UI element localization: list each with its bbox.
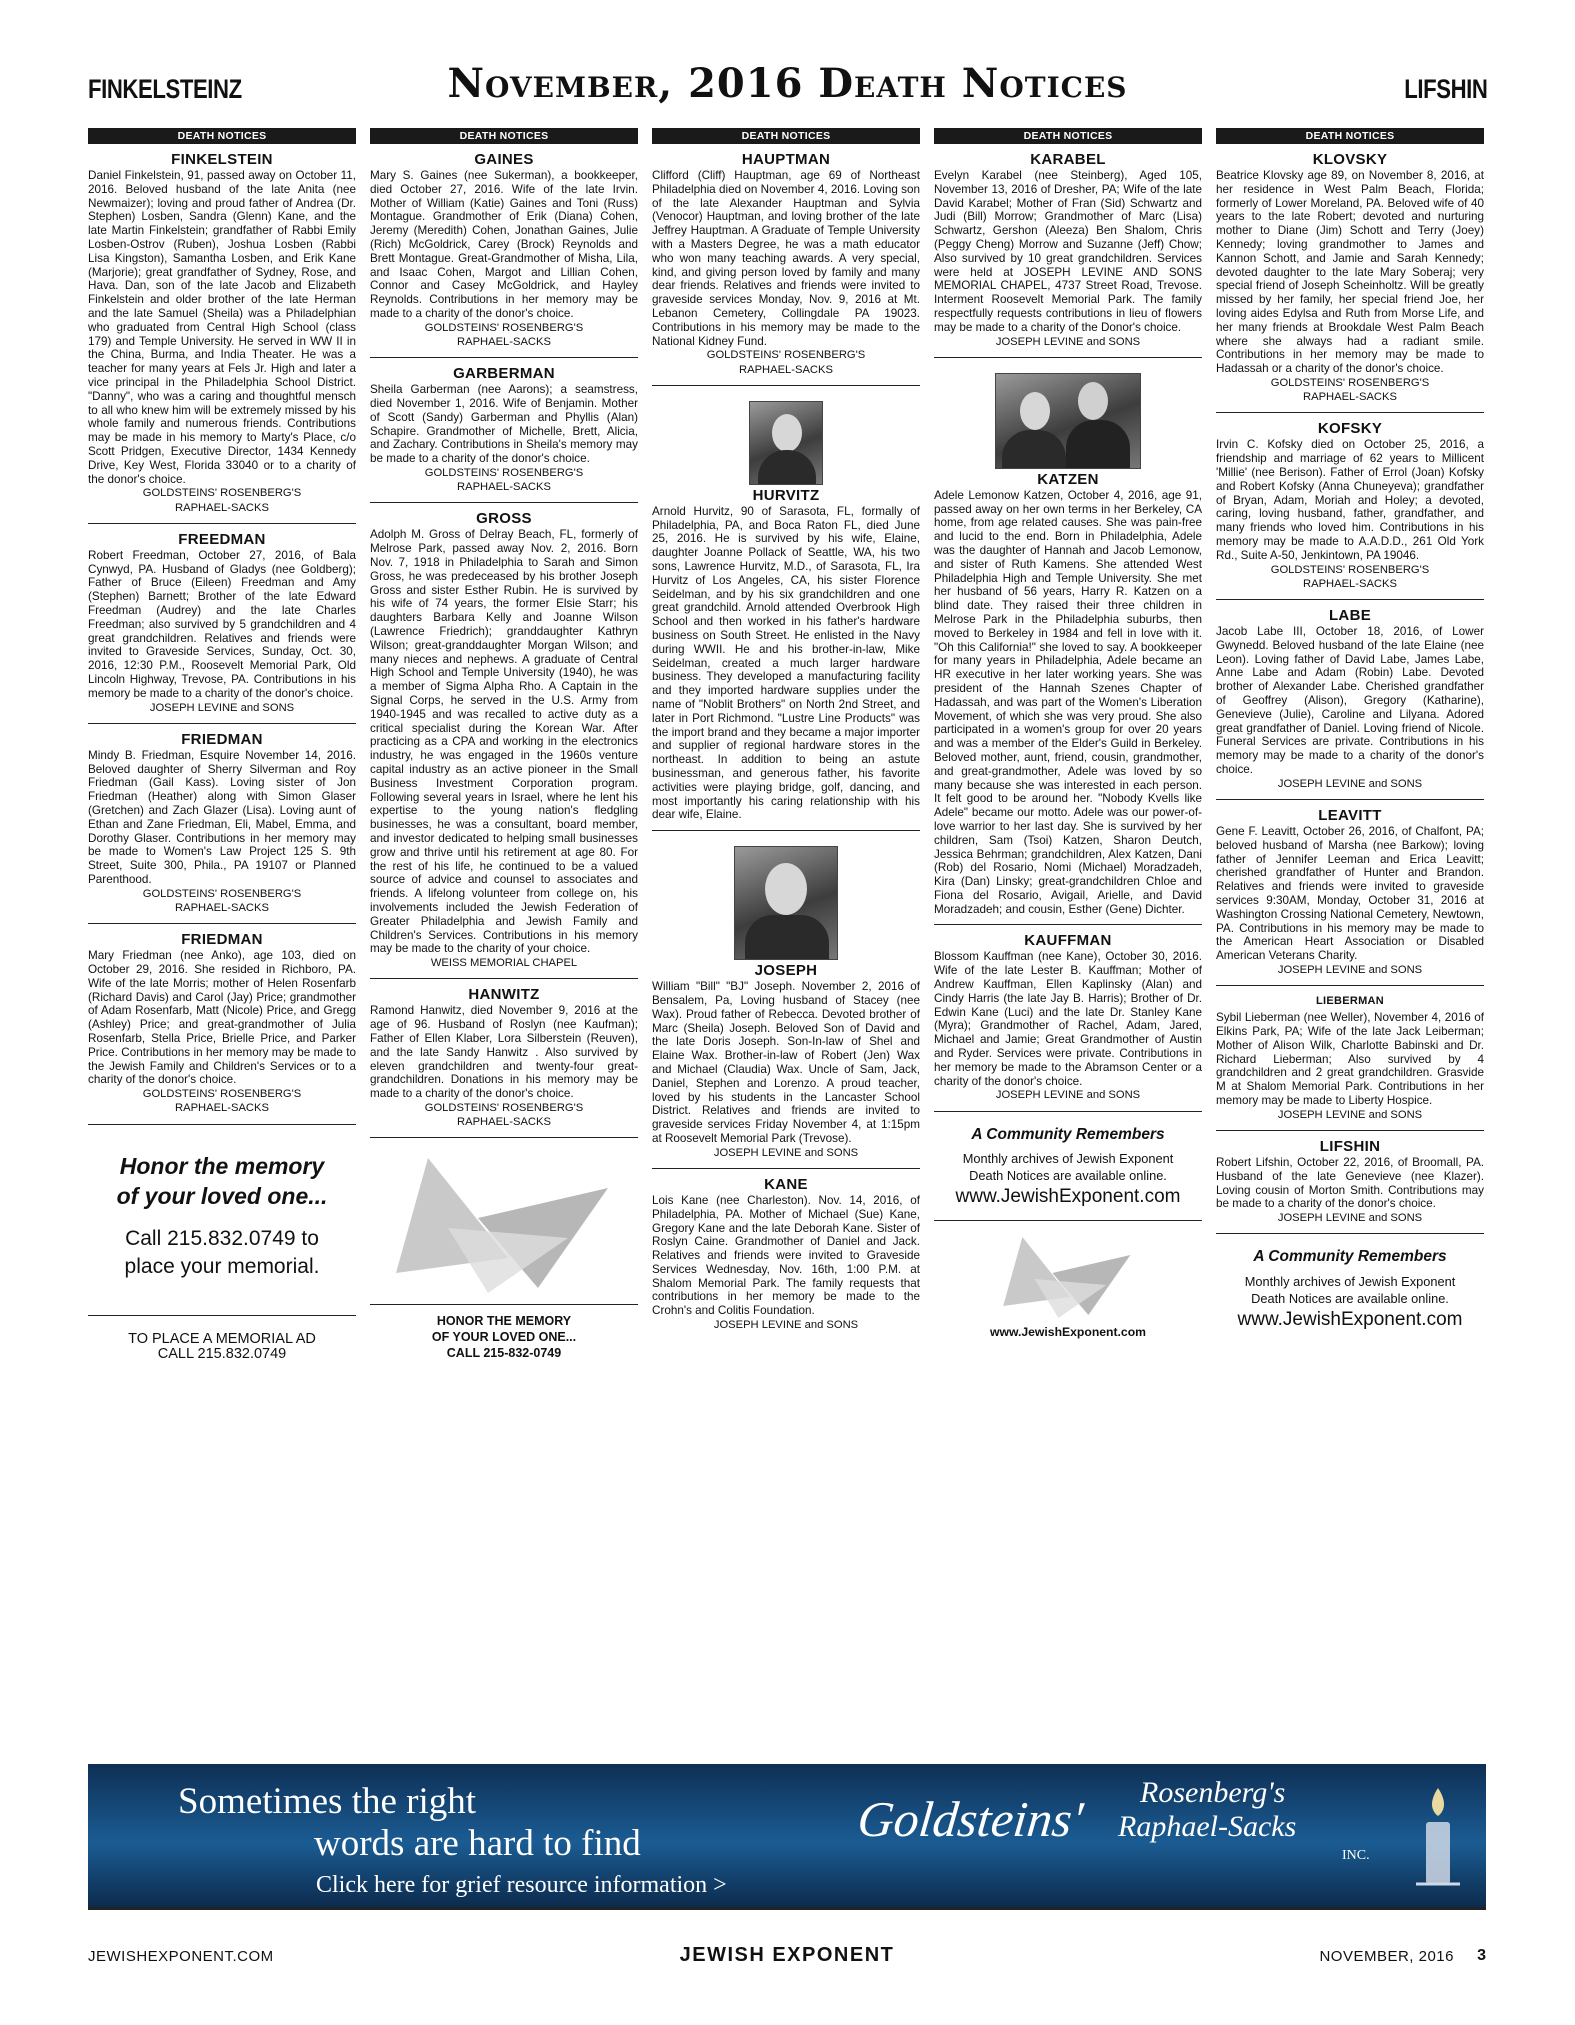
grief-resource-link[interactable]: Click here for grief resource information > xyxy=(316,1872,727,1898)
funeral-home-signature: RAPHAEL-SACKS xyxy=(175,1102,269,1115)
community-remembers-ad[interactable] xyxy=(1216,1233,1484,1331)
death-notice xyxy=(1216,799,1484,985)
portrait-photo xyxy=(734,846,838,960)
notice-text: Daniel Finkelstein, 91, passed away on October 11, 2016. Beloved husband of the late Anita (nee Newmaizer); loving and proud father of Andrea (Dr. Stephen) Losben, Sandra (Glenn) Kane, and the late Martin Finkelstein; grandfather of Rabbi Emily Losben-Ostrov (Ruben), Joshua Losben (Rabbi Lisa Kingston), Samantha Losben, and Erik Kane (Marjorie); great grandfather of Sydney, Rose, and Hava. Dan, son of the late Jacob and Elizabeth Finkelstein and older brother of the late Herman and the late Samuel (Sheila) was a Philadelphian who graduated from Central High School (class 179) and Temple University. He served in WW II in the China, Burma, and India Theater. He was a teacher for many years at Fels Jr. High and later a vice principal in the Philadelphia School District. "Danny", who was a caring and thoughtful mensch to all who knew him will be extremely missed by his whole family and numerous friends. Contributions may be made in his memory to Marty's Place, c/o Scott Pridgen, Executive Director, 1434 Kennedy Drive, Key West, Florida 33040 or to a charity of the donor's choice. xyxy=(88,169,356,486)
funeral-home-signature: GOLDSTEINS' ROSENBERG'S xyxy=(424,1101,584,1114)
place-ad-line-1: TO PLACE A MEMORIAL AD xyxy=(88,1315,356,1347)
funeral-home-signature: GOLDSTEINS' ROSENBERG'S xyxy=(1270,563,1430,576)
funeral-home-signature: RAPHAEL-SACKS xyxy=(1303,391,1397,404)
notice-text: William "Bill" "BJ" Joseph. November 2, 2016 of Bensalem, Pa, Loving husband of Stacey (nee Wax). Proud father of Rebecca. Devoted brother of Marc (Sheila) Joseph. Beloved Son of David and the late Doris Joseph. Son-In-law of Shel and Elaine Wax. Brother-in-law of Robert (Jen) Wax and Michael (Claudia) Wax. Uncle of Sam, Jack, Daniel, Stephen and Lorenzo. A proud teacher, loved by his students in the Lancaster School District. Relatives and friends are invited to graveside services Friday November 4, at 1:15pm at Roosevelt Memorial Park (Trevose). xyxy=(652,980,920,1145)
notice-text: Ramond Hanwitz, died November 9, 2016 at the age of 96. Husband of Roslyn (nee Kaufman); Father of Ellen Klaber, Lora Silberstein (Reuven), and the late Sandy Hanwitz . Also survived by eleven grandchildren and twenty-four great-grandchildren. Donations in his memory may be made to a charity of the donor's choice. xyxy=(370,1004,638,1101)
header-left-name: FINKELSTEINZ xyxy=(88,74,242,104)
deceased-name: FREEDMAN xyxy=(178,530,266,548)
notice-text: Beatrice Klovsky age 89, on November 8, 2016, at her residence in West Palm Beach, Florida; formerly of Lower Moreland, PA. Beloved wife of 40 years to the late Robert; devoted and nurturing mother to Diane (Jim) Schott and Terry (Joey) Kennedy; loving grandmother to James and Kannon Schott, and Jamie and Sarah Kennedy; devoted daughter to the late Mary Soberaj; very special friend of Joseph Scheinholtz. Will be greatly missed by her family, her special friend Joe, her loving aides Edylsa and Ruth from Morse Life, and her many friends at Brookdale West Palm Beach where she always had a radiant smile. Contributions in her memory may be made to Hadassah or a charity of the donor's choice. xyxy=(1216,169,1484,376)
death-notice xyxy=(1216,1130,1484,1233)
funeral-home-signature: JOSEPH LEVINE and SONS xyxy=(713,1146,859,1159)
column-tab: DEATH NOTICES xyxy=(1216,128,1484,144)
honor-memory-line-2: of your loved one... xyxy=(116,1182,328,1209)
death-notice xyxy=(370,502,638,978)
funeral-home-signature: RAPHAEL-SACKS xyxy=(1303,577,1397,590)
notice-text: Mindy B. Friedman, Esquire November 14, 2016. Beloved daughter of Sherry Silverman and Roy Friedman (Gail Kass). Loving sister of Jon Friedman (Heather) along with Simon Glaser (Gretchen) and Zach Glazer (Lisa). Loving aunt of Ethan and Zane Friedman, Eli, Mabel, Emma, and Dorothy Glaser. Contributions in her memory may be made to Women's Law Project 125 S. 9th Street, Suite 300, Phila., PA 19107 or Planned Parenthood. xyxy=(88,748,356,886)
deceased-name: FRIEDMAN xyxy=(181,730,263,748)
notice-text: Jacob Labe III, October 18, 2016, of Lower Gwynedd. Beloved husband of the late Elaine (nee Leon). Loving father of David Labe, James Labe, Anne Labe and Adam (Robin) Labe. Devoted brother of Alexander Labe. Cherished grandfather of Geoffrey (Alison), Gregory (Katharine), Genevieve (Julie), Caroline and Lilyana. Adored great grandfather of Daniel. Loving friend of Nicole. Funeral Services are private. Contributions in his memory may be made to a charity of the donor's choice. xyxy=(1216,625,1484,776)
honor-caps-line-1: HONOR THE MEMORY xyxy=(370,1304,638,1329)
star-ad-small[interactable] xyxy=(934,1220,1202,1339)
death-notice xyxy=(370,144,638,357)
funeral-home-signature: JOSEPH LEVINE and SONS xyxy=(995,335,1141,348)
place-ad-line-2: CALL 215.832.0749 xyxy=(157,1345,287,1362)
deceased-name: LABE xyxy=(1328,607,1372,624)
deceased-name: KLOVSKY xyxy=(1312,151,1388,168)
deceased-name: GROSS xyxy=(476,510,532,528)
funeral-home-logo: Goldsteins' xyxy=(855,1791,1086,1847)
funeral-home-signature: WEISS MEMORIAL CHAPEL xyxy=(430,957,578,970)
footer-date: NOVEMBER, 2016 xyxy=(1319,1948,1454,1965)
funeral-home-signature: RAPHAEL-SACKS xyxy=(457,481,551,494)
column-tab: DEATH NOTICES xyxy=(934,128,1202,144)
notice-text: Lois Kane (nee Charleston). Nov. 14, 2016, of Philadelphia, PA. Mother of Michael (Sue) Kane, Gregory Kane and the late Deborah Kane. Sister of Roslyn Caine. Grandmother of Daniel and Jack. Relatives and friends were invited to Graveside Services Wednesday, Nov. 16th, 1:00 P.M. at Shalom Memorial Park. The family requests that contributions in her memory be made to the Crohn's and Colitis Foundation. xyxy=(652,1193,920,1318)
deceased-name: JOSEPH xyxy=(754,962,818,980)
deceased-name: FINKELSTEIN xyxy=(171,151,273,168)
community-title: A Community Remembers xyxy=(971,1125,1165,1143)
community-sub-2: Death Notices are available online. xyxy=(1251,1290,1449,1306)
funeral-home-logo-line-2: Raphael-Sacks xyxy=(1118,1810,1297,1843)
community-sub-1: Monthly archives of Jewish Exponent xyxy=(1244,1273,1456,1289)
deceased-name: GARBERMAN xyxy=(453,365,555,383)
funeral-home-logo-line-1: Rosenberg's xyxy=(1140,1776,1286,1809)
funeral-home-signature: RAPHAEL-SACKS xyxy=(175,901,269,914)
death-notice xyxy=(370,978,638,1137)
notice-text: Mary S. Gaines (nee Sukerman), a bookkeeper, died October 27, 2016. Wife of the late Irvin. Mother of William (Katie) Gaines and Toni (Russ) Montague. Grandmother of Erik (Diana) Cohen, Jeremy (Meredith) Cohen, Jonathan Gaines, Julie (Rich) McGoldrick, Carey (Brock) Reynolds and Brett Montague. Great-Grandmother of Misha, Lila, and Isaac Cohen, Margot and Lillian Cohen, Connor and Casey McGoldrick, and Hayley Reynolds. Contributions in her memory may be made to a charity of the donor's choice. xyxy=(370,169,638,320)
header-right-name: LIFSHIN xyxy=(1403,74,1487,104)
notice-text: Robert Lifshin, October 22, 2016, of Broomall, PA. Husband of the late Genevieve (nee Klazer). Loving cousin of Morton Smith. Contributions may be made to a charity of the donor's choice. xyxy=(1216,1155,1484,1211)
column-2 xyxy=(370,128,638,1361)
star-of-david-graphic xyxy=(388,1148,620,1298)
notice-text: Sheila Garberman (nee Aarons); a seamstress, died November 1, 2016. Wife of Benjamin. Mother of Scott (Sandy) Garberman and Phyllis (Alan) Schapire. Grandmother of Michelle, Brett, Alicia, and Zachary. Contributions in Sheila's memory may be made to a charity of the donor's choice. xyxy=(370,383,638,466)
deceased-name: KARABEL xyxy=(1030,151,1106,168)
death-notice xyxy=(88,523,356,723)
community-url[interactable]: www.JewishExponent.com xyxy=(1237,1308,1463,1330)
deceased-name: FRIEDMAN xyxy=(181,931,263,949)
death-notice xyxy=(934,924,1202,1110)
notice-text: Gene F. Leavitt, October 26, 2016, of Chalfont, PA; beloved husband of Marsha (nee Barkow); loving father of Jennifer Leeman and Erica Leavitt; cherished grandfather of Hunter and Brandon. Relatives and friends were invited to graveside services 9:30AM, Monday, October 31, 2016 at Washington Crossing National Cemetery, Newtown, PA. Contributions in his memory may be made to the American Heart Association or Disabled American Veterans Charity. xyxy=(1216,824,1484,963)
column-3 xyxy=(652,128,920,1340)
memorial-candle-icon xyxy=(1408,1782,1468,1892)
death-notice xyxy=(1216,599,1484,799)
funeral-home-signature: RAPHAEL-SACKS xyxy=(457,335,551,348)
death-notice xyxy=(652,144,920,385)
notice-text: Evelyn Karabel (nee Steinberg), Aged 105, November 13, 2016 of Dresher, PA; Wife of the late David Karabel; Mother of Fran (Sid) Schwartz and Judi (Bill) Morrow; Grandmother of Marc (Lisa) Schwartz, Gershon (Aleeza) Ben Shalom, Chris (Peggy Cheng) Morrow and Suzanne (Jeff) Chow; Also survived by 10 great grandchildren. Services were held at JOSEPH LEVINE AND SONS MEMORIAL CHAPEL, 4737 Street Road, Trevose. Interment Roosevelt Memorial Park. The family respectfully requests contributions in lieu of flowers may be made to a charity of the Donor's choice. xyxy=(934,169,1202,334)
funeral-home-signature: JOSEPH LEVINE and SONS xyxy=(149,701,295,714)
deceased-name: KAUFFMAN xyxy=(1024,932,1112,950)
notice-text: Arnold Hurvitz, 90 of Sarasota, FL, formally of Philadelphia, PA, and Boca Raton FL, died June 25, 2016. He is survived by his wife, Elaine, daughter Joanne Pollack of Seattle, WA, his two sons, Lawrence Hurvitz, M.D., of Sarasota, FL, Ira Hurvitz of Los Angeles, CA, his sister Florence Seidelman, and by his six grandchildren and one great grandchild. Arnold attended Overbrook High School and then worked in his father's hardware business on South Street. He enlisted in the Navy during WWII. He and his brother-in-law, Mike Seidelman, created a much larger hardware business. They developed a manufacturing facility and they imported hardware supplies under the name of "Noblit Brothers" on North 2nd Street, and later in Port Richmond. "Lustre Line Products" was the import brand and they became a major importer and supplier of regional hardware stores in the northeast. In addition to being an astute businessman, and generous father, his favorite activities were playing bridge, golf, dancing, and most importantly his caring relationship with his dear wife, Elaine. xyxy=(652,504,920,822)
deceased-name: KANE xyxy=(764,1175,808,1193)
page-title: November, 2016 Death Notices xyxy=(447,60,1128,107)
deceased-name: HAUPTMAN xyxy=(741,151,831,168)
banner-line-1: Sometimes the right xyxy=(178,1781,477,1822)
honor-caps-line-3: CALL 215-832-0749 xyxy=(446,1346,562,1361)
notice-text: Mary Friedman (nee Anko), age 103, died on October 29, 2016. She resided in Richboro, PA. Wife of the late Morris; mother of Helen Rosenfarb (Richard Davis) and Carol (Jay) Price; grandmother of Adam Rosenfarb, Matt (Nicole) Price, and Gregg (Ashley) Price; and great-grandmother of Julia Rosenfarb, Stella Price, Brielle Price, and Parker Price. Contributions in her memory may be made to the Jewish Family and Children's Services or to a charity of the donor's choice. xyxy=(88,949,356,1087)
notice-text: Robert Freedman, October 27, 2016, of Bala Cynwyd, PA. Husband of Gladys (nee Goldberg); Father of Bruce (Eileen) Freedman and Amy (Stephen) Barnett; Brother of the late Edward Freedman (Audrey) and the late Charles Freedman; also survived by 5 grandchildren and 4 great grandchildren. Relatives and friends were invited to Graveside Services, Sunday, Oct. 30, 2016, 12:30 P.M., Roosevelt Memorial Park, Old Lincoln Highway, Trevose, PA. Contributions in his memory be made to a charity of the donor's choice. xyxy=(88,548,356,700)
death-notice xyxy=(88,144,356,523)
funeral-home-signature: GOLDSTEINS' ROSENBERG'S xyxy=(142,887,302,900)
portrait-photo xyxy=(749,401,823,485)
column-tab: DEATH NOTICES xyxy=(370,128,638,144)
death-notice xyxy=(1216,985,1484,1130)
funeral-home-signature: RAPHAEL-SACKS xyxy=(175,501,269,514)
column-tab: DEATH NOTICES xyxy=(652,128,920,144)
notice-text: Blossom Kauffman (nee Kane), October 30, 2016. Wife of the late Lester B. Kauffman; Mother of Andrew Kauffman, Ellen Kaplinsky (Alan) and Cindy Harris (the late Jay B. Harris); Brother of Dr. Edwin Kane (Luci) and the late Dr. Stanley Kane (Myra); Grandmother of Rachel, Adam, Jared, Michael and Jamie; Great Grandmother of Austin and Ryder. Services were private. Contributions in her memory be made to the Abramson Center or a charity of the donor's choice. xyxy=(934,950,1202,1088)
honor-caps-line-2: OF YOUR LOVED ONE... xyxy=(431,1330,577,1345)
footer-site[interactable]: JEWISHEXPONENT.COM xyxy=(88,1948,274,1965)
deceased-name: HANWITZ xyxy=(468,986,540,1004)
deceased-name: LIEBERMAN xyxy=(1315,995,1385,1008)
notice-text: Irvin C. Kofsky died on October 25, 2016, a friendship and marriage of 62 years to Millicent 'Millie' (nee Berison). Father of Errol (Joan) Kofsky and Robert Kofsky (Anna Chuneyeva); grandfather of Bryan, Adam, Moriah and Holey; a devoted, caring, loving husband, father, grandfather, and many friends who loved him. Contributions in his memory may be made to A.A.D.D., 261 Old York Rd., Suite A-50, Jenkintown, PA 19046. xyxy=(1216,438,1484,562)
honor-memory-line-1: Honor the memory xyxy=(119,1152,325,1179)
death-notice xyxy=(652,385,920,830)
banner-line-2: words are hard to find xyxy=(314,1823,641,1864)
funeral-home-signature: GOLDSTEINS' ROSENBERG'S xyxy=(142,1088,302,1101)
memorial-ad[interactable] xyxy=(88,1124,356,1362)
death-notice xyxy=(652,1168,920,1340)
funeral-home-signature: GOLDSTEINS' ROSENBERG'S xyxy=(424,321,584,334)
column-5 xyxy=(1216,128,1484,1331)
funeral-home-signature: GOLDSTEINS' ROSENBERG'S xyxy=(706,349,866,362)
deceased-name: HURVITZ xyxy=(752,486,820,504)
death-notice xyxy=(934,144,1202,357)
deceased-name: LEAVITT xyxy=(1318,806,1382,824)
column-tab: DEATH NOTICES xyxy=(88,128,356,144)
call-line-2: place your memorial. xyxy=(124,1254,320,1278)
funeral-home-signature: JOSEPH LEVINE and SONS xyxy=(1277,963,1423,976)
deceased-name: KATZEN xyxy=(1037,470,1099,488)
community-sub-2: Death Notices are available online. xyxy=(969,1167,1167,1183)
death-notice xyxy=(88,923,356,1123)
death-notice xyxy=(652,830,920,1168)
deceased-name: GAINES xyxy=(474,151,534,168)
page-number: 3 xyxy=(1477,1947,1486,1964)
deceased-name: LIFSHIN xyxy=(1319,1137,1381,1155)
death-notice xyxy=(88,723,356,923)
column-4 xyxy=(934,128,1202,1340)
call-line-1: Call 215.832.0749 to xyxy=(125,1226,319,1250)
community-remembers-ad[interactable] xyxy=(934,1111,1202,1209)
footer-publication: JEWISH EXPONENT xyxy=(679,1944,895,1966)
notice-text: Adolph M. Gross of Delray Beach, FL, formerly of Melrose Park, passed away Nov. 2, 2016. Born Nov. 7, 1918 in Philadelphia to Sarah and Simon Gross, he was predeceased by his brother Joseph Gross and sister Esther Rubin. He is survived by his wife of 74 years, the former Elsie Starr; his daughters Barbara Kelly and Joanne Wilson (Lawrence Friedrich); granddaughter Kathryn Wilson; great-granddaughter Morgan Wilson; and many nieces and nephews. A graduate of Central High School and Temple University (1940), he was a member of Sigma Alpha Rho. A Captain in the Signal Corps, he served in the U.S. Army from 1940-1945 and was recalled to active duty as a critical specialist during the Korean War. After practicing as a CPA and working in the electronics industry, he was engaged in the 1960s venture capital industry as an active pioneer in the Small Business Investment Corporation program. Following several years in Israel, where he lent his expertise to the young nation's fledgling businesses, he was a consultant, board member, and investor dedicated to helping small businesses grow and thrive until his retirement at age 80. For the rest of his life, he continued to be a valued source of advice and counsel to associates and friends. A lifelong volunteer from college on, his involvements included the Jewish Federation of Greater Philadelphia and Jewish Family and Children's Services. Contributions in his memory may be made to the charity of your choice. xyxy=(370,528,638,956)
death-notice xyxy=(370,357,638,502)
page-footer xyxy=(88,1944,1486,1968)
community-url[interactable]: www.JewishExponent.com xyxy=(955,1185,1181,1207)
notice-text: Sybil Lieberman (nee Weller), November 4, 2016 of Elkins Park, PA; Wife of the late Jack Leiberman; Mother of Alison Wilk, Charlotte Babinski and Dr. Richard Lieberman; Also survived by 4 grandchildren and 2 great grandchildren. Grasvide M at Shalom Memorial Park. Contributions in her memory may be made to Liberty Hospice. xyxy=(1216,1011,1484,1107)
small-url[interactable]: www.JewishExponent.com xyxy=(990,1325,1146,1340)
funeral-home-signature: JOSEPH LEVINE and SONS xyxy=(1277,1212,1423,1225)
funeral-home-signature: JOSEPH LEVINE and SONS xyxy=(1277,1108,1423,1121)
funeral-home-signature: GOLDSTEINS' ROSENBERG'S xyxy=(1270,376,1430,389)
portrait-photo xyxy=(995,373,1141,469)
death-notice xyxy=(1216,144,1484,412)
death-notice xyxy=(1216,412,1484,599)
funeral-home-signature: GOLDSTEINS' ROSENBERG'S xyxy=(142,487,302,500)
funeral-home-signature: JOSEPH LEVINE and SONS xyxy=(995,1089,1141,1102)
notice-text: Adele Lemonow Katzen, October 4, 2016, age 91, passed away on her own terms in her Berkeley, CA home, from age related causes. She was pain-free and lucid to the end. Born in Philadelphia, Adele was the daughter of Hannah and Jacob Lemonow, and sister of Ruth Kamens. She attended West Philadelphia High and Temple University. She met her husband of 56 years, Harry R. Katzen on a blind date. They raised their three children in Melrose Park in the Philadelphia suburbs, then moved to Berkeley in 1984 and fell in love with it. "Oh this California!" she loved to say. A bookkeeper for many years in Philadelphia, Adele became an HR executive in her later working years. She was president of the Hannah Szenes Chapter of Hadassah, and was part of the Women's Liberation Movement, of which she was very proud. She also participated in a women's group for over 20 years and was a member of the Elder's Guild in Berkeley. Beloved mother, aunt, friend, cousin, grandmother, and great-grandmother, Adele was loved by so many because she was interested in each person. It felt good to be around her. "Nobody Kvells like Adele" became our motto. Adele was our power-of-love warrior to her last day. She is survived by her children, Sam (Tsoi) Katzen, Sharon Deutch, Jessica Behrman; grandchildren, Alex Katzen, Dani (Rob) del Rosario, Nomi (Michael) Moradzadeh, Kira (Dan) Linsky; great-grandchildren Chloe and Fiona del Rosario, Avigail, Arielle, and David Moradzadeh; and cousin, Esther (Gene) Dichter. xyxy=(934,488,1202,916)
funeral-home-signature: JOSEPH LEVINE and SONS xyxy=(713,1319,859,1332)
grief-resource-banner[interactable] xyxy=(88,1764,1486,1910)
column-1 xyxy=(88,128,356,1362)
funeral-home-signature: RAPHAEL-SACKS xyxy=(739,363,833,376)
funeral-home-inc: INC. xyxy=(1342,1848,1370,1863)
community-title: A Community Remembers xyxy=(1253,1248,1447,1266)
funeral-home-signature: GOLDSTEINS' ROSENBERG'S xyxy=(424,466,584,479)
funeral-home-signature: RAPHAEL-SACKS xyxy=(457,1116,551,1129)
deceased-name: KOFSKY xyxy=(1317,420,1383,438)
notice-text: Clifford (Cliff) Hauptman, age 69 of Northeast Philadelphia died on November 4, 2016. Loving son of the late Alexander Hauptman and Sylvia (Venocor) Hauptman, and loving brother of the late Jeffrey Hauptman. A Graduate of Temple University with a Masters Degree, he was a math educator who won many teaching awards. A very special, kind, and giving person loved by family and many dear friends. Relatives and friends were invited to graveside services Monday, Nov. 9, 2016 at Mt. Lebanon Cemetery, Collingdale PA 19023. Contributions in his memory may be made to the National Kidney Fund. xyxy=(652,169,920,348)
star-ad[interactable] xyxy=(370,1137,638,1361)
death-notice xyxy=(934,357,1202,925)
community-sub-1: Monthly archives of Jewish Exponent xyxy=(962,1150,1174,1166)
funeral-home-signature: JOSEPH LEVINE and SONS xyxy=(1277,777,1423,790)
star-of-david-graphic xyxy=(978,1231,1158,1321)
